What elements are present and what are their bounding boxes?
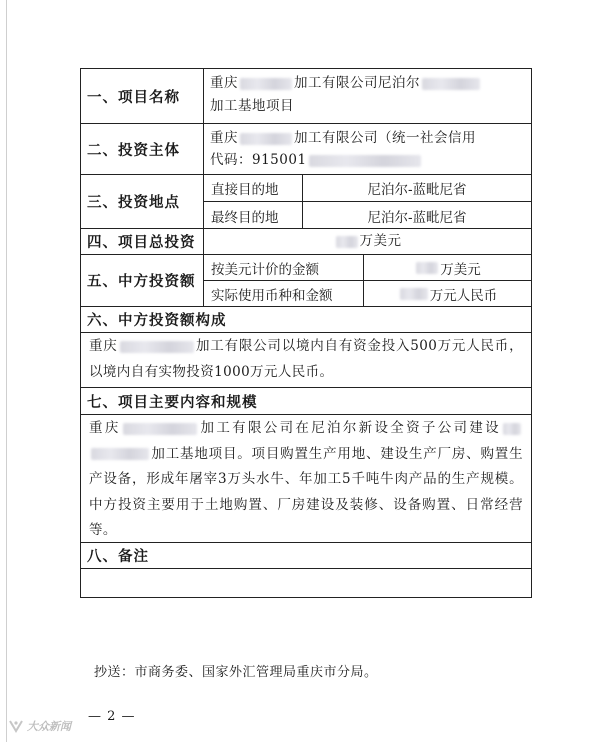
row-chinese-investment <box>81 255 531 307</box>
investor-middle: 加工有限公司（统一社会信用 <box>294 130 476 146</box>
usd-amount-unit: 万美元 <box>440 261 481 278</box>
section-header-investment-composition: 六、中方投资额构成 <box>81 307 531 333</box>
sub-row-final-destination <box>204 202 531 229</box>
row-location <box>81 175 531 229</box>
main-content-body: 加工基地项目。项目购置生产用地、建设生产厂房、购置生产设备，形成年屠宰3万头水牛、年加工5千吨牛肉产品的生产规模。中方投资主要用于土地购置、厂房建设及装修、设备购置、日常经营等。 <box>89 445 523 538</box>
redaction-mark <box>120 341 194 353</box>
text-investment-composition <box>81 333 531 387</box>
composition-prefix: 重庆 <box>89 338 118 354</box>
redaction-mark <box>123 423 197 435</box>
watermark-logo-icon <box>8 719 24 733</box>
redaction-mark <box>400 288 428 300</box>
composition-body: 加工有限公司以境内自有资金投入500万元人民币，以境内自有实物投资1000万元人民币。 <box>89 338 523 380</box>
row-investment-composition <box>81 333 531 388</box>
total-investment-unit: 万美元 <box>359 233 402 249</box>
redaction-mark <box>91 448 149 460</box>
approval-table <box>80 68 532 598</box>
text-main-content <box>81 415 531 542</box>
label-location: 三、投资地点 <box>81 175 204 228</box>
sub-row-actual-currency <box>204 281 531 307</box>
project-name-suffix: 加工基地项目 <box>210 98 294 114</box>
row-total-investment <box>81 229 531 255</box>
label-actual-currency: 实际使用币种和金额 <box>204 281 364 307</box>
label-final-destination: 最终目的地 <box>204 202 303 229</box>
label-direct-destination: 直接目的地 <box>204 175 303 201</box>
redaction-mark <box>422 78 480 90</box>
value-project-name <box>204 69 531 123</box>
watermark-text: 大众新闻 <box>27 720 71 733</box>
value-final-destination: 尼泊尔-蓝毗尼省 <box>367 209 467 226</box>
redaction-mark <box>240 78 292 90</box>
main-content-prefix: 重庆 <box>89 420 121 436</box>
project-name-prefix: 重庆 <box>210 75 238 91</box>
investor-prefix: 重庆 <box>210 130 238 146</box>
value-actual-currency <box>364 281 531 307</box>
redaction-mark <box>240 133 292 145</box>
page-number: — 2 — <box>88 709 136 724</box>
sub-row-usd-amount <box>204 255 531 281</box>
main-content-middle: 加工有限公司在尼泊尔新设全资子公司建设 <box>198 420 501 436</box>
label-chinese-investment: 五、中方投资额 <box>81 255 204 306</box>
value-total-investment <box>204 229 531 254</box>
value-usd-amount <box>364 255 531 280</box>
label-total-investment: 四、项目总投资 <box>81 229 204 254</box>
redaction-mark <box>503 423 521 435</box>
value-direct-destination: 尼泊尔-蓝毗尼省 <box>367 182 467 198</box>
project-name-middle: 加工有限公司尼泊尔 <box>294 75 420 91</box>
redaction-mark <box>336 236 358 248</box>
label-investor: 二、投资主体 <box>81 124 204 174</box>
page-edge <box>6 0 7 742</box>
row-project-name <box>81 69 531 124</box>
redaction-mark <box>416 262 438 274</box>
value-investor <box>204 124 531 174</box>
row-investor <box>81 124 531 175</box>
label-project-name: 一、项目名称 <box>81 69 204 123</box>
row-remarks-body <box>81 569 531 597</box>
section-header-main-content: 七、项目主要内容和规模 <box>81 388 531 415</box>
redaction-mark <box>309 155 421 167</box>
row-main-content <box>81 415 531 543</box>
watermark <box>8 718 71 734</box>
section-header-remarks: 八、备注 <box>81 543 531 569</box>
actual-currency-unit: 万元人民币 <box>429 288 498 304</box>
label-usd-amount: 按美元计价的金额 <box>204 255 364 280</box>
cc-note: 抄送：市商务委、国家外汇管理局重庆市分局。 <box>94 665 378 680</box>
investor-credit-code: 代码：915001 <box>210 152 307 168</box>
sub-row-direct-destination <box>204 175 531 202</box>
